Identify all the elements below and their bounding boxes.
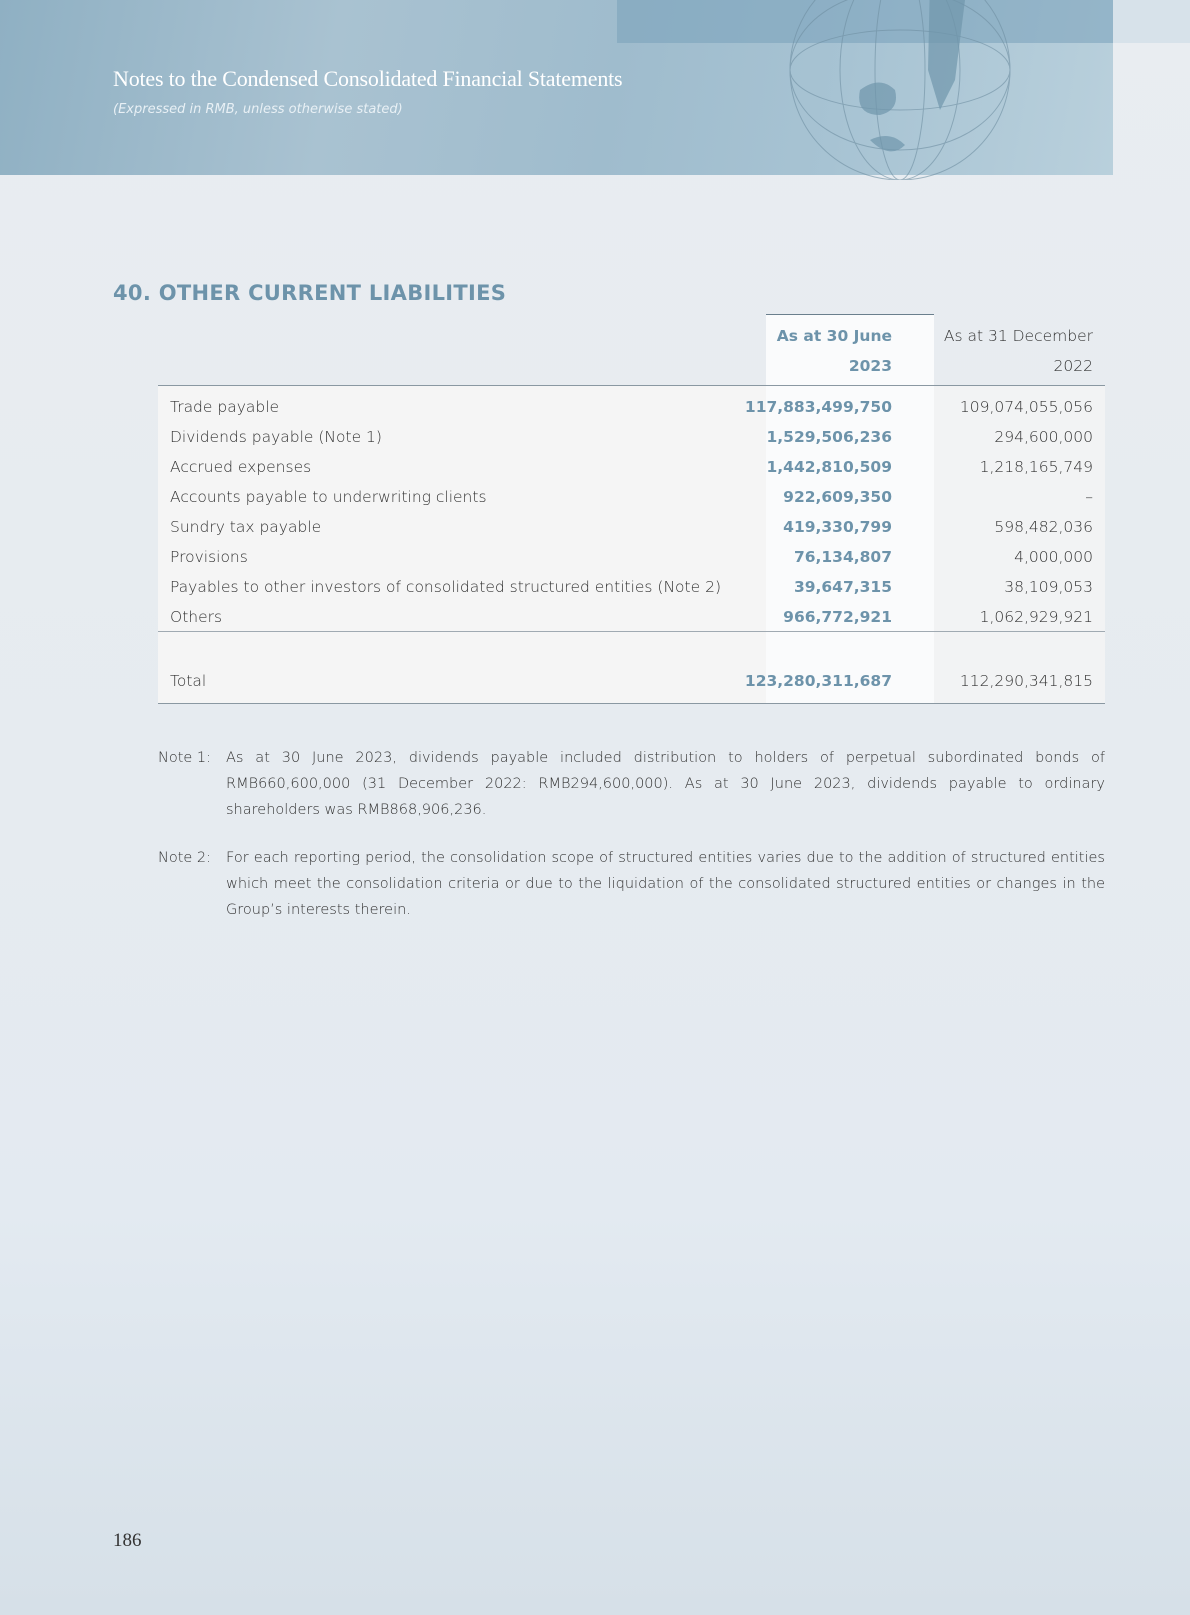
row-label: Trade payable: [170, 398, 280, 416]
total-label: Total: [170, 672, 207, 690]
row-label: Sundry tax payable: [170, 518, 322, 536]
row-label: Provisions: [170, 548, 248, 566]
row-label: Others: [170, 608, 223, 626]
globe-graphic: [700, 0, 1030, 180]
liabilities-table: [158, 314, 1105, 704]
table-row: [158, 548, 1105, 578]
table-row: [158, 488, 1105, 518]
row-value-2022: 4,000,000: [1014, 548, 1093, 566]
column-header-line1: [158, 327, 1105, 357]
row-label: Payables to other investors of consolidated structured entities (Note 2): [170, 578, 721, 596]
row-value-2023: 39,647,315: [793, 578, 892, 596]
table-row: [158, 518, 1105, 548]
row-value-2022: 294,600,000: [994, 428, 1093, 446]
row-value-2022: –: [1085, 488, 1093, 506]
subtotal-divider: [158, 631, 1105, 632]
row-label: Accrued expenses: [170, 458, 312, 476]
page-number: 186: [113, 1530, 142, 1551]
row-value-2023: 419,330,799: [783, 518, 892, 536]
col-2022-header: As at 31 December: [943, 327, 1093, 345]
row-label: Accounts payable to underwriting clients: [170, 488, 487, 506]
note-2-text: For each reporting period, the consolidation scope of structured entities varies due to the addition of structured entities which meet the consolidation criteria or due to the liquidation of the consolidated structured entities or changes in the Group’s interests therein.: [226, 850, 1105, 918]
row-value-2022: 109,074,055,056: [959, 398, 1093, 416]
total-row: [158, 672, 1105, 702]
row-value-2023: 922,609,350: [783, 488, 892, 506]
banner-edge: [1113, 0, 1190, 43]
note-1-text: As at 30 June 2023, dividends payable included distribution to holders of perpetual subordinated bonds of RMB660,600,000 (31 December 2022: RMB294,600,000). As at 30 June 2023, dividends payable to ordinary shareholders was RMB868,906,236.: [226, 750, 1105, 818]
total-2023: 123,280,311,687: [744, 672, 892, 690]
col-2023-year: 2023: [848, 357, 892, 375]
table-row: [158, 578, 1105, 608]
col-2022-year: 2022: [1053, 357, 1093, 375]
note-2: [158, 845, 1105, 923]
col-2023-header: As at 30 June: [776, 327, 892, 345]
section-title: 40. OTHER CURRENT LIABILITIES: [113, 281, 507, 305]
header-title: Notes to the Condensed Consolidated Financial Statements: [113, 66, 623, 91]
row-value-2022: 1,062,929,921: [979, 608, 1093, 626]
header-subtitle: (Expressed in RMB, unless otherwise stated): [113, 102, 403, 117]
note-1: [158, 745, 1105, 823]
table-row: [158, 428, 1105, 458]
header-divider: [158, 385, 1105, 386]
table-row: [158, 398, 1105, 428]
note-1-label: Note 1:: [158, 750, 212, 766]
row-value-2022: 38,109,053: [1004, 578, 1093, 596]
row-label: Dividends payable (Note 1): [170, 428, 382, 446]
row-value-2022: 1,218,165,749: [979, 458, 1093, 476]
note-2-label: Note 2:: [158, 850, 212, 866]
row-value-2023: 1,529,506,236: [766, 428, 892, 446]
total-divider: [158, 703, 1105, 704]
row-value-2023: 117,883,499,750: [744, 398, 892, 416]
column-header-line2: [158, 357, 1105, 387]
row-value-2023: 966,772,921: [783, 608, 892, 626]
total-2022: 112,290,341,815: [959, 672, 1093, 690]
header-banner: [0, 0, 1113, 175]
row-value-2022: 598,482,036: [994, 518, 1093, 536]
row-value-2023: 76,134,807: [793, 548, 892, 566]
row-value-2023: 1,442,810,509: [766, 458, 892, 476]
table-row: [158, 608, 1105, 638]
table-row: [158, 458, 1105, 488]
